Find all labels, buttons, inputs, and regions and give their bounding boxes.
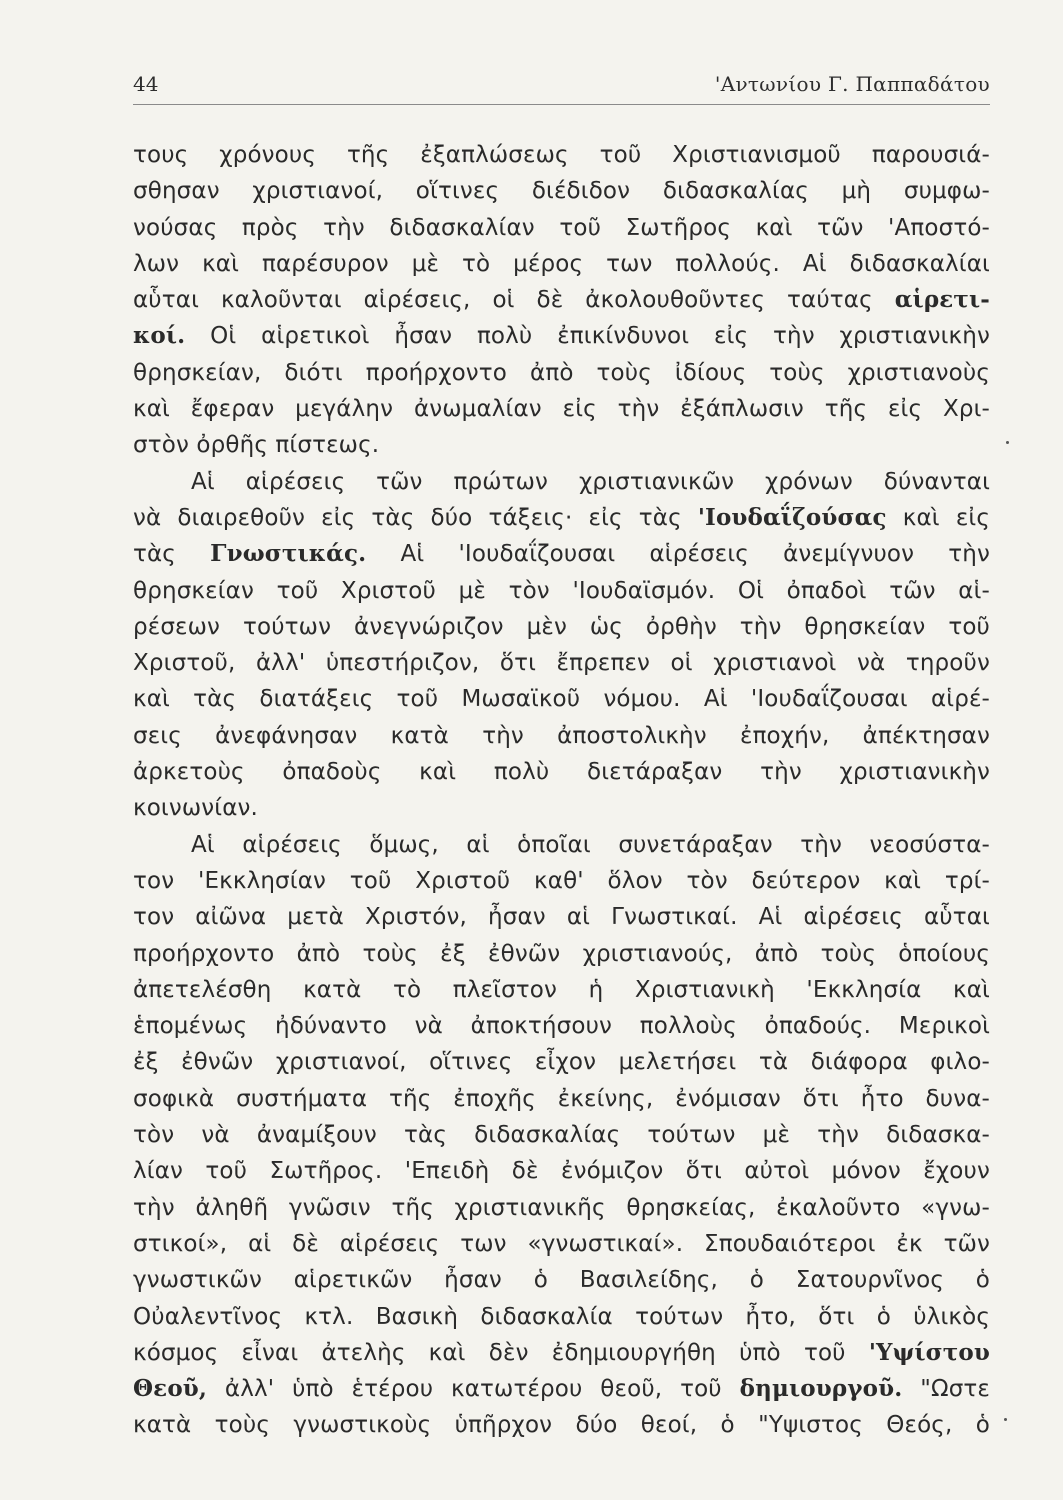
text-run: Αἱ αἱρέσεις τῶν πρώτων χριστιανικῶν χρόνων δύνανται bbox=[191, 468, 990, 495]
text-line bbox=[133, 210, 990, 246]
text-run: Αἱ αἱρέσεις ὅμως, αἱ ὁποῖαι συνετάραξαν τὴν νεοσύστα- bbox=[191, 831, 990, 858]
text-line bbox=[133, 863, 990, 899]
text-run: Αἱ 'Ιουδαΐζουσαι αἱρέσεις ἀνεμίγνυον τὴν bbox=[366, 541, 991, 568]
text-run: θρησκείαν, διότι προήρχοντο ἀπὸ τοὺς ἰδίους τοὺς χριστιανοὺς bbox=[133, 359, 990, 386]
text-line bbox=[133, 936, 990, 972]
text-run: τον 'Εκκλησίαν τοῦ Χριστοῦ καθ' ὅλον τὸν δεύτερον καὶ τρί- bbox=[133, 867, 990, 894]
text-line bbox=[133, 1117, 990, 1153]
text-run: κατὰ τοὺς γνωστικοὺς ὑπῆρχον δύο θεοί, ὁ "Υψιστος Θεός, ὁ bbox=[133, 1412, 990, 1439]
text-line bbox=[133, 718, 990, 754]
text-run: στικοί», αἱ δὲ αἱρέσεις των «γνωστικαί». Σπουδαιότεροι ἐκ τῶν bbox=[133, 1230, 990, 1257]
text-run: λίαν τοῦ Σωτῆρος. 'Επειδὴ δὲ ἐνόμιζον ὅτι αὐτοὶ μόνον ἔχουν bbox=[133, 1158, 990, 1185]
bold-term: 'Υψίστου bbox=[868, 1338, 990, 1366]
page-header bbox=[133, 72, 990, 102]
text-run: Οἱ αἱρετικοὶ ἦσαν πολὺ ἐπικίνδυνοι εἰς τὴν χριστιανικὴν bbox=[185, 323, 990, 350]
text-run: νὰ διαιρεθοῦν εἰς τὰς δύο τάξεις· εἰς τὰς bbox=[133, 504, 698, 531]
text-line bbox=[133, 246, 990, 282]
text-run: αὗται καλοῦνται αἱρέσεις, οἱ δὲ ἀκολουθοῦντες ταύτας bbox=[133, 287, 895, 314]
text-line bbox=[133, 137, 990, 173]
text-line bbox=[133, 427, 990, 463]
text-run: τους χρόνους τῆς ἐξαπλώσεως τοῦ Χριστιανισμοῦ παρουσιά- bbox=[133, 142, 990, 168]
text-run: Οὐαλεντῖνος κτλ. Βασικὴ διδασκαλία τούτων ἦτο, ὅτι ὁ ὑλικὸς bbox=[133, 1303, 990, 1330]
scan-speck bbox=[1006, 441, 1009, 444]
text-run: σθησαν χριστιανοί, οἵτινες διέδιδον διδασκαλίας μὴ συμφω- bbox=[133, 178, 990, 205]
text-run: τὰς bbox=[133, 541, 211, 568]
text-line bbox=[133, 1081, 990, 1117]
bold-term: Θεοῦ, bbox=[133, 1375, 208, 1403]
text-line bbox=[133, 790, 990, 826]
text-run: ἀρκετοὺς ὀπαδοὺς καὶ πολὺ διετάραξαν τὴν χριστιανικὴν bbox=[133, 759, 990, 786]
text-run: στὸν ὀρθῆς πίστεως. bbox=[133, 432, 380, 459]
header-rule bbox=[133, 104, 990, 105]
text-run: ἀλλ' ὑπὸ ἑτέρου κατωτέρου θεοῦ, τοῦ bbox=[207, 1376, 740, 1403]
text-run: ἀπετελέσθη κατὰ τὸ πλεῖστον ἡ Χριστιανικὴ 'Εκκλησία καὶ bbox=[133, 976, 990, 1003]
page-number: 44 bbox=[133, 72, 159, 96]
text-line bbox=[133, 1262, 990, 1298]
text-line bbox=[133, 609, 990, 645]
text-line bbox=[133, 754, 990, 790]
text-run: γνωστικῶν αἱρετικῶν ἦσαν ὁ Βασιλείδης, ὁ Σατουρνῖνος ὁ bbox=[133, 1267, 990, 1294]
scan-speck bbox=[1004, 1418, 1007, 1421]
text-run: προήρχοντο ἀπὸ τοὺς ἐξ ἐθνῶν χριστιανούς, ἀπὸ τοὺς ὁποίους bbox=[133, 940, 990, 967]
text-line bbox=[133, 282, 990, 318]
text-run: κόσμος εἶναι ἀτελὴς καὶ δὲν ἐδημιουργήθη ὑπὸ τοῦ bbox=[133, 1339, 869, 1366]
bold-term: αἱρετι- bbox=[894, 286, 990, 314]
text-line bbox=[133, 573, 990, 609]
bold-term: κοί. bbox=[133, 322, 186, 350]
text-line bbox=[133, 645, 990, 681]
running-head: 'Αντωνίου Γ. Παππαδάτου bbox=[714, 72, 990, 96]
text-line bbox=[133, 355, 990, 391]
bold-term: δημιουργοῦ. bbox=[739, 1375, 903, 1403]
text-line bbox=[133, 1335, 990, 1371]
text-run: κοινωνίαν. bbox=[133, 795, 258, 822]
text-line bbox=[133, 681, 990, 717]
text-line bbox=[133, 1407, 990, 1443]
text-line bbox=[133, 500, 990, 536]
bold-term: 'Ιουδαΐζούσας bbox=[697, 503, 887, 531]
text-line bbox=[133, 1044, 990, 1080]
text-line bbox=[133, 173, 990, 209]
text-line bbox=[133, 1190, 990, 1226]
text-run: τὸν νὰ ἀναμίξουν τὰς διδασκαλίας τούτων μὲ τὴν διδασκα- bbox=[133, 1122, 990, 1149]
text-line bbox=[133, 391, 990, 427]
text-run: ἐξ ἐθνῶν χριστιανοί, οἵτινες εἶχον μελετήσει τὰ διάφορα φιλο- bbox=[133, 1049, 990, 1076]
bold-term: Γνωστικάς. bbox=[210, 540, 367, 568]
text-run: Χριστοῦ, ἀλλ' ὑπεστήριζον, ὅτι ἔπρεπεν οἱ χριστιανοὶ νὰ τηροῦν bbox=[133, 650, 990, 677]
text-run: σοφικὰ συστήματα τῆς ἐποχῆς ἐκείνης, ἐνόμισαν ὅτι ἦτο δυνα- bbox=[133, 1085, 990, 1112]
text-run: θρησκείαν τοῦ Χριστοῦ μὲ τὸν 'Ιουδαϊσμόν. Οἱ ὀπαδοὶ τῶν αἱ- bbox=[133, 577, 990, 604]
text-line bbox=[133, 827, 990, 863]
text-run: τον αἰῶνα μετὰ Χριστόν, ἦσαν αἱ Γνωστικαί. Αἱ αἱρέσεις αὗται bbox=[133, 904, 990, 931]
body-text bbox=[133, 137, 990, 1444]
text-line bbox=[133, 1153, 990, 1189]
text-line bbox=[133, 1299, 990, 1335]
text-line bbox=[133, 1226, 990, 1262]
text-run: νούσας πρὸς τὴν διδασκαλίαν τοῦ Σωτῆρος καὶ τῶν 'Αποστό- bbox=[133, 214, 990, 241]
text-run: καὶ τὰς διατάξεις τοῦ Μωσαϊκοῦ νόμου. Αἱ 'Ιουδαΐζουσαι αἱρέ- bbox=[133, 686, 990, 713]
text-run: ρέσεων τούτων ἀνεγνώριζον μὲν ὡς ὀρθὴν τὴν θρησκείαν τοῦ bbox=[133, 613, 990, 640]
text-run: "Ωστε bbox=[902, 1376, 990, 1403]
text-line bbox=[133, 536, 990, 572]
text-run: σεις ἀνεφάνησαν κατὰ τὴν ἀποστολικὴν ἐποχήν, ἀπέκτησαν bbox=[133, 722, 990, 749]
text-run: καὶ εἰς bbox=[886, 504, 990, 531]
text-line bbox=[133, 1371, 990, 1407]
text-line bbox=[133, 972, 990, 1008]
text-run: λων καὶ παρέσυρον μὲ τὸ μέρος των πολλούς. Αἱ διδασκαλίαι bbox=[133, 250, 990, 277]
text-line bbox=[133, 1008, 990, 1044]
text-line bbox=[133, 899, 990, 935]
text-run: καὶ ἔφεραν μεγάλην ἀνωμαλίαν εἰς τὴν ἐξάπλωσιν τῆς εἰς Χρι- bbox=[133, 396, 990, 423]
text-line bbox=[133, 464, 990, 500]
text-line bbox=[133, 318, 990, 354]
text-run: τὴν ἀληθῆ γνῶσιν τῆς χριστιανικῆς θρησκείας, ἐκαλοῦντο «γνω- bbox=[133, 1194, 990, 1221]
text-run: ἑπομένως ἠδύναντο νὰ ἀποκτήσουν πολλοὺς ὀπαδούς. Μερικοὶ bbox=[133, 1013, 990, 1040]
